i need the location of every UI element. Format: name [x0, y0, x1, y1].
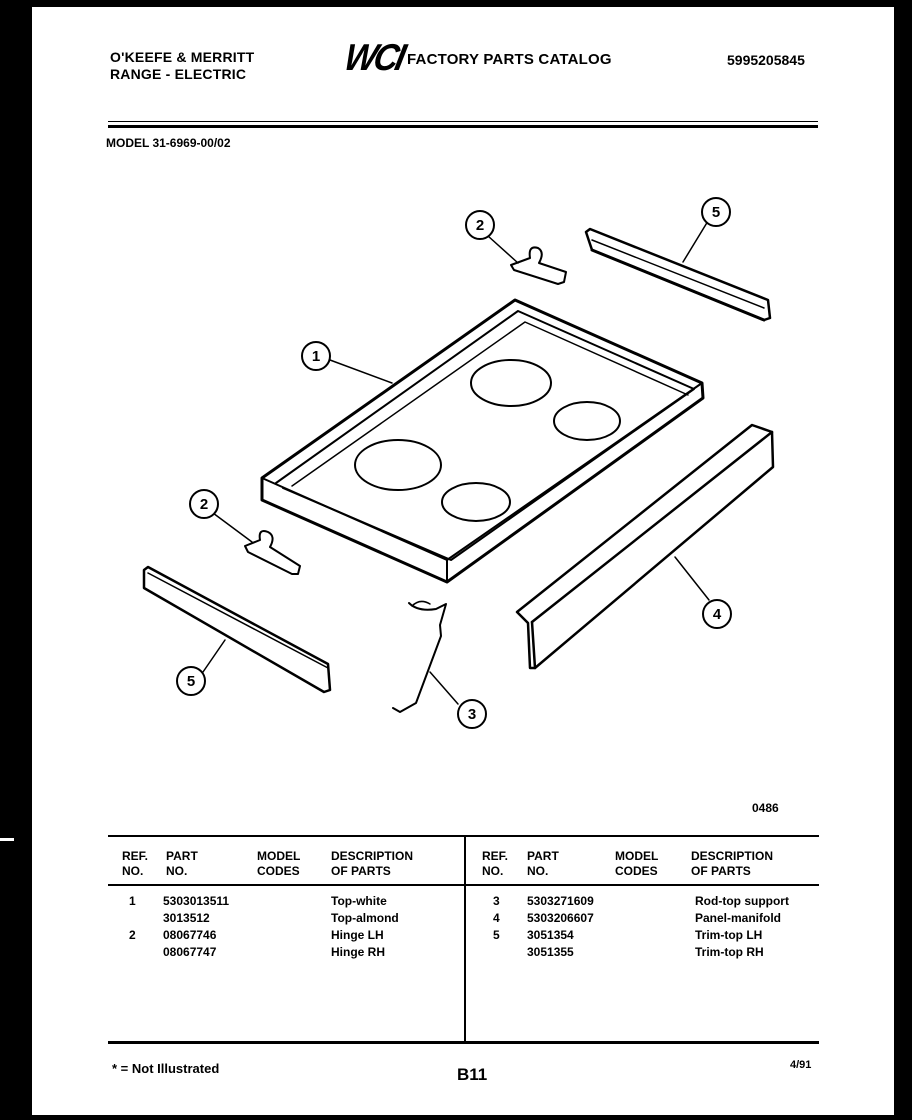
product-type: RANGE - ELECTRIC — [110, 66, 247, 82]
part-2-hinge-upper — [511, 247, 566, 284]
callout-5-upper: 5 — [711, 204, 721, 221]
part-2-hinge-lower — [245, 531, 300, 574]
table-cell: Top-white — [331, 894, 387, 908]
right-header-codes: MODEL CODES — [615, 849, 659, 878]
table-cell: Top-almond — [331, 911, 399, 925]
table-cell: Hinge LH — [331, 928, 384, 942]
left-header-ref: REF. NO. — [122, 849, 149, 878]
callout-2-upper: 2 — [475, 217, 485, 234]
right-col-desc — [695, 893, 789, 961]
table-cell: Trim-top RH — [695, 945, 764, 959]
table-cell: 08067747 — [163, 945, 217, 959]
table-cell: Panel-manifold — [695, 911, 782, 925]
table-cell: Hinge RH — [331, 945, 385, 959]
table-cell: Trim-top LH — [695, 928, 763, 942]
model-number: MODEL 31-6969-00/02 — [106, 136, 231, 150]
table-cell — [129, 910, 136, 927]
table-cell: 5 — [493, 928, 500, 942]
wci-logo: WCI — [340, 37, 407, 79]
left-col-desc — [331, 893, 399, 961]
scan-edge-mark — [0, 838, 14, 841]
callout-2-lower: 2 — [199, 496, 209, 513]
callout-4: 4 — [712, 606, 722, 623]
table-cell: 5303271609 — [527, 894, 594, 908]
page-number: B11 — [457, 1065, 488, 1084]
not-illustrated-note: * = Not Illustrated — [112, 1061, 220, 1076]
table-bottom-rule — [108, 1041, 819, 1044]
catalog-title: FACTORY PARTS CATALOG — [407, 51, 612, 68]
table-cell — [493, 944, 500, 961]
table-cell: 1 — [129, 894, 136, 908]
revision-date: 4/91 — [790, 1059, 812, 1071]
table-cell: 08067746 — [163, 928, 217, 942]
table-cell: 2 — [129, 928, 136, 942]
table-divider — [464, 835, 466, 1042]
table-cell: Rod-top support — [695, 894, 789, 908]
part-3-rod-support — [393, 601, 446, 712]
catalog-page — [32, 7, 894, 1115]
callout-3: 3 — [467, 706, 477, 723]
drawing-number: 0486 — [752, 801, 779, 815]
table-cell: 5303013511 — [163, 894, 230, 908]
table-cell: 3051355 — [527, 945, 574, 959]
right-header-desc: DESCRIPTION OF PARTS — [691, 849, 774, 878]
right-header-ref: REF. NO. — [482, 849, 509, 878]
table-cell: 5303206607 — [527, 911, 594, 925]
left-header-desc: DESCRIPTION OF PARTS — [331, 849, 414, 878]
table-cell — [129, 944, 136, 961]
brand-name: O'KEEFE & MERRITT — [110, 49, 255, 65]
table-cell: 3 — [493, 894, 500, 908]
part-5-trim-lower — [144, 567, 330, 692]
part-5-trim-upper — [586, 229, 770, 320]
callout-1: 1 — [311, 348, 321, 365]
table-cell: 3013512 — [163, 911, 210, 925]
right-header-part: PART NO. — [527, 849, 559, 878]
left-col-part — [163, 893, 229, 961]
callout-5-lower: 5 — [186, 673, 196, 690]
right-col-part — [527, 893, 594, 961]
left-header-part: PART NO. — [166, 849, 198, 878]
left-col-ref — [129, 893, 136, 961]
table-cell: 4 — [493, 911, 500, 925]
right-col-ref — [493, 893, 500, 961]
catalog-number: 5995205845 — [727, 52, 805, 68]
exploded-parts-diagram — [32, 7, 894, 827]
left-header-codes: MODEL CODES — [257, 849, 301, 878]
table-cell: 3051354 — [527, 928, 574, 942]
